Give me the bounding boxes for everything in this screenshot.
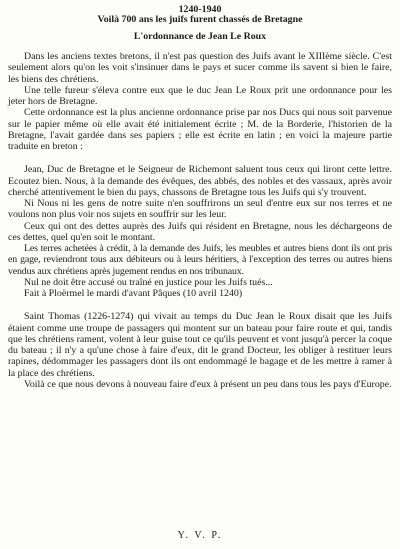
paragraph-saint-thomas: Saint Thomas (1226-1274) qui vivait au temps du Duc Jean le Roux disait que les Juifs étaient comme une troupe de passagers qui montent sur un bateau pour faire route et qui, tandis que les chrétiens rament, volent à leur guise tout ce qu'ils peuvent et vont jusqu'à percer la coque du bateau ; il n'y a qu'une chose à faire d'eux, dit le grand Docteur, les obliger à restituer leurs rapines, dédommager les passagers dont ils ont endommagé le bagage et de les mettre à ramer à la place des chrétiens. <box>8 311 392 379</box>
paragraph-fury: Une telle fureur s'éleva contre eux que le duc Jean Le Roux prit une ordonnance pour les jeter hors de Bretagne. <box>8 84 392 107</box>
signature: Y. V. P. <box>177 530 223 541</box>
headline: Voilà 700 ans les juifs furent chassés de Bretagne <box>97 14 303 25</box>
subtitle: L'ordonnance de Jean Le Roux <box>133 31 267 42</box>
paragraph-intro: Dans les anciens textes bretons, il n'est pas question des Juifs avant le XIIIème siècle. C'est seulement alors qu'on les voit s'insinuer dans le pays et sucer comme ils savent si bien le faire, les biens des chrétiens. <box>8 51 392 85</box>
paragraph-lands: Les terres achetées à crédit, à la demande des Juifs, les meubles et autres biens dont ils ont pris en gage, reviendront tous aux débiteurs ou à leurs héritiers, à l'exception des terres ou autres biens vendus aux chrétiens après jugement rendus en nos tribunaux. <box>8 243 392 277</box>
paragraph-no-accusation: Nul ne doit être accusé ou traîné en justice pour les Juifs tués... <box>24 276 273 288</box>
paragraph-no-tolerance: Ni Nous ni les gens de notre suite n'en souffrirons un seul d'entre eux sur nos terres et ne voulons non plus voir nos sujets en souffrir sur les leur. <box>8 198 392 221</box>
paragraph-ordinance: Cette ordonnance est la plus ancienne ordonnance prise par nos Ducs qui nous soit parvenue sur le papier même où elle avait été initialement écrite ; M. de la Borderie, l'historien de la Bretagne, l'avait gardée dans ses papiers ; elle est écrite en latin ; en voici la majeure partie traduite en breton : <box>8 107 392 152</box>
date-range-heading: 1240-1940 <box>178 4 222 15</box>
paragraph-decree: Jean, Duc de Bretagne et le Seigneur de Richemont saluent tous ceux qui liront cette lettre. Ecoutez bien. Nous, à la demande des évêques, des abbés, des nobles et des vassaux, après avoir cherché attentivement le bien du pays, chassons de Bretagne tous les Juifs qui s'y trouvent. <box>8 164 392 198</box>
paragraph-dated: Fait à Ploërmel le mardi d'avant Pâques (10 avril 1240) <box>24 288 243 299</box>
paragraph-conclusion: Voilà ce que nous devons à nouveau faire d'eux à présent un peu dans tous les pays d'Europe. <box>24 378 392 390</box>
paragraph-debts: Ceux qui ont des dettes auprès des Juifs qui résident en Bretagne, nous les déchargeons de ces dettes, quel qu'en soit le montant. <box>8 220 392 243</box>
